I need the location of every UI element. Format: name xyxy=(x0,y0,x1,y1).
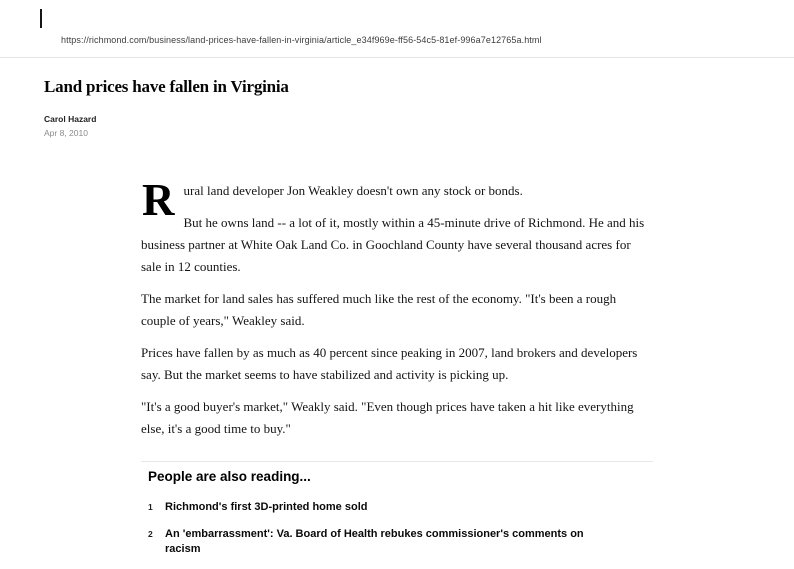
also-reading-title: People are also reading... xyxy=(148,469,311,484)
also-reading-link[interactable]: An 'embarrassment': Va. Board of Health rebukes commissioner's comments on racism xyxy=(165,528,584,555)
item-number: 2 xyxy=(148,529,153,539)
article-paragraph: "It's a good buyer's market," Weakly said. "Even though prices have taken a hit like everything else, it's a good time to buy." xyxy=(141,399,634,436)
also-reading-list xyxy=(148,500,653,557)
also-reading-item[interactable] xyxy=(148,500,653,515)
text-cursor xyxy=(40,9,42,28)
also-reading-section xyxy=(141,461,653,569)
article-date: Apr 8, 2010 xyxy=(44,128,88,138)
article-author: Carol Hazard xyxy=(44,114,97,124)
header-divider xyxy=(0,57,794,58)
drop-cap: R xyxy=(142,175,175,225)
article-paragraph: Prices have fallen by as much as 40 percent since peaking in 2007, land brokers and developers say. But the market seems to have stabilized and activity is picking up. xyxy=(141,345,638,382)
article-title: Land prices have fallen in Virginia xyxy=(44,77,289,96)
also-reading-item[interactable] xyxy=(148,527,653,557)
article-body xyxy=(141,175,653,450)
page-url[interactable]: https://richmond.com/business/land-prices-have-fallen-in-virginia/article_e34f969e-ff56-54c5-81ef-996a7e12765a.html xyxy=(61,35,542,45)
article-paragraph: ural land developer Jon Weakley doesn't own any stock or bonds. xyxy=(183,183,523,198)
also-reading-link[interactable]: Richmond's first 3D-printed home sold xyxy=(165,501,368,513)
item-number: 1 xyxy=(148,502,153,512)
article-paragraph: But he owns land -- a lot of it, mostly within a 45-minute drive of Richmond. He and his business partner at White Oak Land Co. in Goochland County have several thousand acres for sale in 12 counties. xyxy=(141,215,645,274)
article-paragraph: The market for land sales has suffered much like the rest of the economy. "It's been a rough couple of years," Weakley said. xyxy=(141,291,617,328)
